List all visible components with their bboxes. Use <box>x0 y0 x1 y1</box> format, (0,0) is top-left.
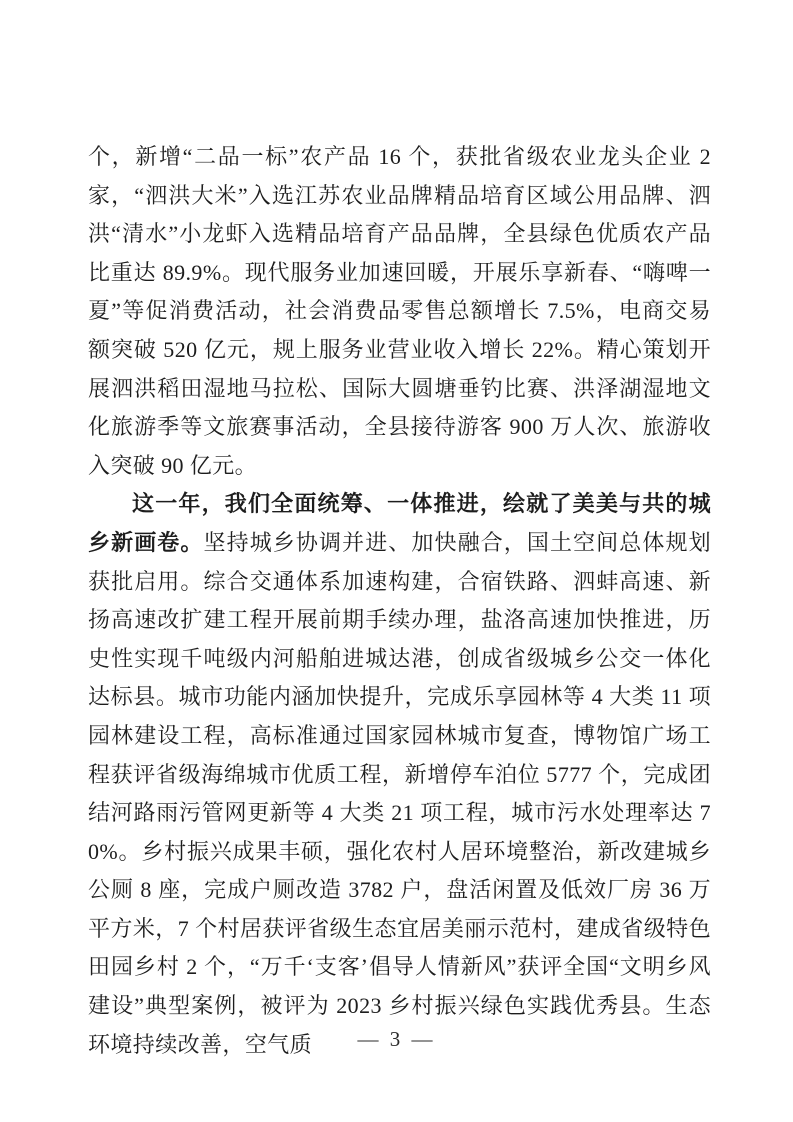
text-run-kai: 城市功能内涵加快提升， <box>178 684 428 710</box>
text-run-kai: 乡村振兴成果丰硕， <box>141 838 347 864</box>
text-run-kai: 现代服务业加速回暖， <box>244 259 473 285</box>
text-run-kai: 生态环境持续改善， <box>88 993 711 1057</box>
text-run-body: 个，新增“二品一标”农产品 16 个，获批省级农业龙头企业 2 家，“泗洪大米”入选江苏农业品牌精品培育区域公用品牌、泗洪“清水”小龙虾入选精品培育产品品牌，全县绿色优质农产品比重达 89.9%。 <box>88 144 711 285</box>
paragraph <box>88 138 711 485</box>
text-run-body: 空气质 <box>244 1031 313 1057</box>
text-run-hei: 这一年，我们全面统筹、一体推进，绘就了美美与共的城乡新画卷。 <box>88 491 711 555</box>
text-run-body: 坚持城乡协调并进、加快融合，国土空间总体规划获批启用。 <box>88 529 711 594</box>
text-run-body: 合宿铁路、泗蚌高速、新扬高速改扩建工程开展前期手续办理，盐洛高速加快推进，历史性实现千吨级内河船舶进城达港，创成省级城乡公交一体化达标县。 <box>88 568 711 710</box>
page-number: — 3 — <box>357 1027 436 1051</box>
text-run-body: 开展乐享新春、“嗨啤一夏”等促消费活动，社会消费品零售总额增长 7.5%，电商交易额突破 520 亿元，规上服务业营业收入增长 22%。精心策划开展泗洪稻田湿地马拉松、国际大圆塘垂钓比赛、洪泽湖湿地文化旅游季等文旅赛事活动，全县接待游客 900 万人次、旅游收入突破 90 亿元。 <box>88 259 711 478</box>
text-run-body: 强化农村人居环境整治，新改建城乡公厕 8 座，完成户厕改造 3782 户，盘活闲置及低效厂房 36 万平方米，7 个村居获评省级生态宜居美丽示范村，建成省级特色田园乡村 2 个，“万千‘支客’倡导人情新风”获评全国“文明乡风建设”典型案例，被评为 2023 乡村振兴绿色实践优秀县。 <box>88 838 712 1019</box>
text-run-kai: 综合交通体系加速构建， <box>203 568 458 594</box>
paragraph <box>88 485 711 1064</box>
text-run-body: 完成乐享园林等 4 大类 11 项园林建设工程，高标准通过国家园林城市复查，博物馆广场工程获评省级海绵城市优质工程，新增停车泊位 5777 个，完成团结河路雨污管网更新等 4 大类 21 项工程，城市污水处理率达 70%。 <box>88 684 712 864</box>
document-body <box>88 138 711 1064</box>
